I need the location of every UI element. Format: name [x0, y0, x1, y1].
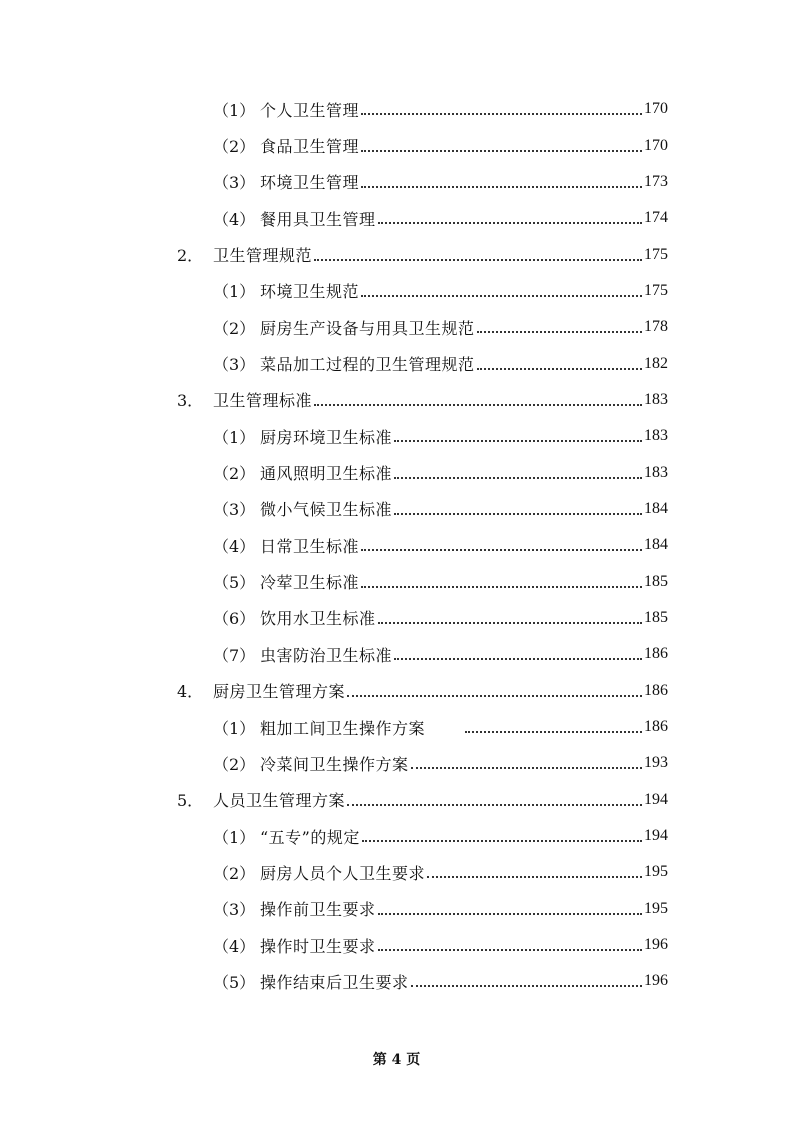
- toc-dot-leader: [361, 586, 642, 588]
- toc-entry-number: 2．: [177, 246, 204, 266]
- toc-dot-leader: [314, 259, 642, 261]
- toc-entry-number: （1）: [213, 427, 256, 447]
- toc-entry-title: 冷菜间卫生操作方案: [260, 754, 409, 774]
- toc-entry-number: 3．: [177, 391, 204, 411]
- toc-entry-title: 粗加工间卫生操作方案: [260, 718, 426, 738]
- toc-entry-page: 185: [644, 608, 668, 626]
- toc-entry-page: 194: [644, 827, 668, 845]
- toc-dot-leader: [378, 222, 642, 224]
- toc-entry-number: （1）: [213, 827, 256, 847]
- toc-entry-number: （2）: [213, 863, 256, 883]
- toc-entry-page: 186: [644, 681, 668, 699]
- toc-entry-number: （3）: [213, 500, 256, 520]
- toc-dot-leader: [394, 440, 642, 442]
- toc-entry[interactable]: [0, 345, 793, 381]
- toc-dot-leader: [477, 368, 642, 370]
- toc-entry-number: （4）: [213, 209, 256, 229]
- toc-entry-number: 4．: [177, 682, 204, 702]
- toc-entry-title: 厨房人员个人卫生要求: [260, 863, 426, 883]
- toc-entry-title: 人员卫生管理方案: [213, 791, 346, 811]
- toc-dot-leader: [361, 549, 642, 551]
- toc-entry[interactable]: [0, 273, 793, 309]
- toc-entry-title: 虫害防治卫生标准: [260, 645, 393, 665]
- toc-entry-page: 170: [644, 100, 668, 118]
- toc-entry-page: 173: [644, 172, 668, 190]
- toc-entry[interactable]: [0, 891, 793, 927]
- toc-entry[interactable]: [0, 527, 793, 563]
- toc-entry[interactable]: [0, 164, 793, 200]
- toc-dot-leader: [378, 949, 642, 951]
- toc-entry-page: 185: [644, 572, 668, 590]
- toc-dot-leader: [361, 150, 642, 152]
- toc-entry-page: 184: [644, 536, 668, 554]
- toc-entry[interactable]: [0, 673, 793, 709]
- toc-entry-title: “五专”的规定: [260, 827, 360, 847]
- toc-entry-page: 183: [644, 463, 668, 481]
- toc-entry[interactable]: [0, 491, 793, 527]
- toc-entry-title: 冷荤卫生标准: [260, 573, 360, 593]
- toc-dot-leader: [394, 477, 642, 479]
- toc-dot-leader: [477, 331, 642, 333]
- toc-entry-title: 食品卫生管理: [260, 137, 360, 157]
- toc-entry-number: （2）: [213, 318, 256, 338]
- toc-dot-leader: [427, 876, 642, 878]
- toc-entry[interactable]: [0, 382, 793, 418]
- toc-entry-number: （3）: [213, 355, 256, 375]
- toc-entry-number: （3）: [213, 173, 256, 193]
- toc-dot-leader: [362, 840, 642, 842]
- toc-entry-page: 184: [644, 499, 668, 517]
- toc-entry-title: 通风照明卫生标准: [260, 464, 393, 484]
- page-number-label: 第 4 页: [372, 1052, 421, 1068]
- toc-entry-title: 厨房卫生管理方案: [213, 682, 346, 702]
- toc-entry-title: 操作结束后卫生要求: [260, 972, 409, 992]
- toc-entry-page: 183: [644, 427, 668, 445]
- toc-entry-title: 操作时卫生要求: [260, 936, 376, 956]
- toc-entry-title: 个人卫生管理: [260, 100, 360, 120]
- toc-entry-page: 193: [644, 754, 668, 772]
- toc-entry-title: 操作前卫生要求: [260, 900, 376, 920]
- toc-entry-number: （4）: [213, 936, 256, 956]
- toc-entry-page: 175: [644, 281, 668, 299]
- toc-entry-title: 厨房生产设备与用具卫生规范: [260, 318, 475, 338]
- toc-entry[interactable]: [0, 927, 793, 963]
- toc-entry-number: （2）: [213, 754, 256, 774]
- toc-dot-leader: [361, 113, 642, 115]
- toc-entry-page: 178: [644, 318, 668, 336]
- toc-entry-title: 环境卫生管理: [260, 173, 360, 193]
- toc-entry-number: （2）: [213, 137, 256, 157]
- toc-dot-leader: [394, 658, 642, 660]
- toc-entry-title: 卫生管理规范: [213, 246, 313, 266]
- toc-entry-number: （3）: [213, 900, 256, 920]
- toc-entry-page: 196: [644, 972, 668, 990]
- toc-entry[interactable]: [0, 636, 793, 672]
- toc-entry-number: （5）: [213, 972, 256, 992]
- toc-entry[interactable]: [0, 200, 793, 236]
- toc-entry-title: 环境卫生规范: [260, 282, 360, 302]
- toc-entry-number: （2）: [213, 464, 256, 484]
- toc-entry[interactable]: [0, 745, 793, 781]
- toc-dot-leader: [465, 731, 642, 733]
- toc-entry[interactable]: [0, 309, 793, 345]
- toc-dot-leader: [394, 513, 642, 515]
- toc-entry[interactable]: [0, 854, 793, 890]
- toc-dot-leader: [314, 404, 642, 406]
- toc-entry[interactable]: [0, 600, 793, 636]
- toc-dot-leader: [347, 804, 642, 806]
- toc-entry-title: 微小气候卫生标准: [260, 500, 393, 520]
- toc-entry-title: 卫生管理标准: [213, 391, 313, 411]
- toc-entry-page: 175: [644, 245, 668, 263]
- toc-entry-number: （1）: [213, 100, 256, 120]
- table-of-contents: [0, 91, 793, 1000]
- toc-entry[interactable]: [0, 91, 793, 127]
- toc-entry-number: 5．: [177, 791, 204, 811]
- toc-entry-number: （1）: [213, 718, 256, 738]
- toc-entry-number: （4）: [213, 536, 256, 556]
- toc-dot-leader: [361, 295, 642, 297]
- toc-entry[interactable]: [0, 454, 793, 490]
- toc-entry-number: （5）: [213, 573, 256, 593]
- toc-entry-page: 194: [644, 790, 668, 808]
- toc-entry[interactable]: [0, 563, 793, 599]
- toc-entry-page: 186: [644, 645, 668, 663]
- toc-entry-page: 195: [644, 899, 668, 917]
- toc-entry-page: 170: [644, 136, 668, 154]
- toc-entry-page: 195: [644, 863, 668, 881]
- toc-entry[interactable]: [0, 709, 793, 745]
- toc-entry[interactable]: [0, 963, 793, 999]
- toc-dot-leader: [378, 913, 642, 915]
- toc-entry[interactable]: [0, 236, 793, 272]
- toc-entry-page: 196: [644, 936, 668, 954]
- toc-entry-page: 182: [644, 354, 668, 372]
- toc-dot-leader: [361, 186, 642, 188]
- toc-dot-leader: [347, 695, 642, 697]
- toc-entry-title: 餐用具卫生管理: [260, 209, 376, 229]
- toc-entry-number: （7）: [213, 645, 256, 665]
- toc-entry[interactable]: [0, 127, 793, 163]
- toc-entry[interactable]: [0, 418, 793, 454]
- toc-dot-leader: [411, 985, 642, 987]
- toc-entry-page: 186: [644, 718, 668, 736]
- toc-entry-title: 菜品加工过程的卫生管理规范: [260, 355, 475, 375]
- toc-entry-page: 174: [644, 209, 668, 227]
- toc-entry-number: （6）: [213, 609, 256, 629]
- toc-dot-leader: [378, 622, 642, 624]
- toc-entry-page: 183: [644, 390, 668, 408]
- toc-entry-title: 日常卫生标准: [260, 536, 360, 556]
- toc-entry[interactable]: [0, 818, 793, 854]
- toc-dot-leader: [411, 767, 642, 769]
- toc-entry[interactable]: [0, 782, 793, 818]
- toc-entry-title: 厨房环境卫生标准: [260, 427, 393, 447]
- toc-entry-number: （1）: [213, 282, 256, 302]
- toc-entry-title: 饮用水卫生标准: [260, 609, 376, 629]
- page-footer: [0, 1049, 793, 1069]
